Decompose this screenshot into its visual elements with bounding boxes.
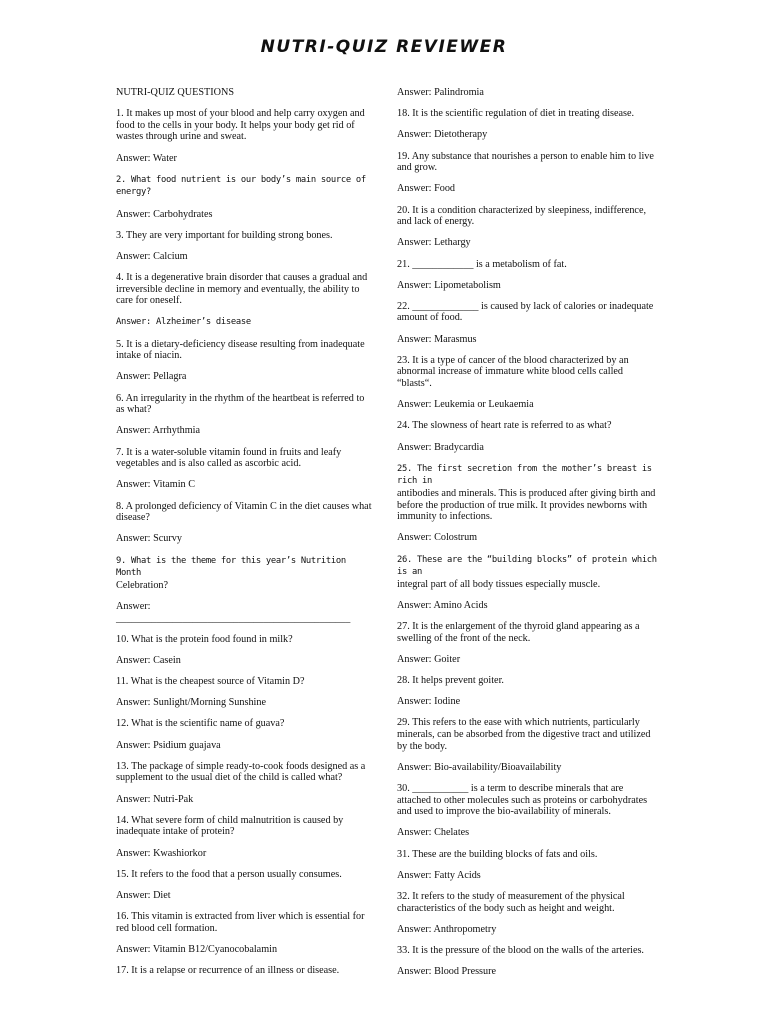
answer-line: [397, 870, 659, 882]
paragraph-text: 10. What is the protein food found in milk?: [116, 633, 293, 645]
answer-line: [116, 533, 374, 545]
paragraph-text: Answer: Chelates: [397, 827, 470, 839]
answer-line: [397, 183, 659, 195]
question-text: [116, 272, 374, 307]
answer-line: [116, 601, 374, 624]
paragraph-text: 16. This vitamin is extracted from liver which is essential for red blood cell formation.: [116, 911, 365, 934]
paragraph-text: 20. It is a condition characterized by sleepiness, indifference, and lack of energy.: [397, 204, 647, 228]
answer-line: [116, 371, 374, 383]
paragraph-text: Answer: Anthropometry: [397, 923, 497, 935]
paragraph-text: Answer: Pellagra: [116, 371, 187, 383]
question-text: [116, 676, 374, 688]
paragraph-continuation: integral part of all body tissues especially muscle.: [397, 578, 601, 590]
question-text: [116, 501, 374, 524]
answer-line: [397, 87, 659, 99]
answer-line: [397, 280, 659, 292]
paragraph-text: Answer: Diet: [116, 889, 171, 901]
paragraph-text: 6. An irregularity in the rhythm of the heartbeat is referred to as what?: [116, 392, 365, 416]
answer-line: [116, 697, 374, 709]
question-text: [397, 259, 659, 271]
answer-line: [397, 334, 659, 346]
paragraph-text: Answer: Carbohydrates: [116, 208, 213, 220]
question-text: [397, 945, 659, 957]
paragraph-text: 19. Any substance that nourishes a person to enable him to live and grow.: [397, 150, 654, 174]
question-text: [397, 621, 659, 644]
answer-line: [116, 655, 374, 667]
paragraph-continuation: antibodies and minerals. This is produced after giving birth and before the production of true milk. It provides newborns with immunity to infections.: [397, 487, 656, 523]
page-title: NUTRI-QUIZ REVIEWER: [260, 37, 508, 57]
paragraph-text: 29. This refers to the ease with which nutrients, particularly minerals, can be absorbed from the digestive tract and utilized by the body.: [397, 717, 651, 752]
paragraph-text: 3. They are very important for building strong bones.: [116, 229, 333, 241]
paragraph-text: 26. These are the “building blocks” of protein which is an: [397, 554, 657, 578]
paragraph-text: Answer: Bio-availability/Bioavailability: [397, 761, 562, 773]
paragraph-text: Answer: Calcium: [116, 250, 188, 262]
question-text: [397, 783, 659, 818]
question-text: [397, 108, 659, 120]
question-text: [116, 555, 374, 592]
question-text: [116, 230, 374, 242]
paragraph-text: 13. The package of simple ready-to-cook foods designed as a supplement to the usual diet of the child is called what?: [116, 760, 366, 784]
paragraph-text: Answer: Nutri-Pak: [116, 793, 194, 805]
paragraph-text: Answer: Casein: [116, 654, 181, 666]
question-text: [116, 869, 374, 881]
question-text: [397, 675, 659, 687]
answer-line: [397, 237, 659, 249]
paragraph-text: NUTRI-QUIZ QUESTIONS: [116, 87, 234, 98]
paragraph-text: 11. What is the cheapest source of Vitamin D?: [116, 676, 305, 688]
question-text: [116, 761, 374, 784]
question-text: [397, 891, 659, 914]
paragraph-text: Answer: Goiter: [397, 653, 461, 665]
paragraph-text: 9. What is the theme for this year’s Nutrition Month: [116, 555, 346, 579]
paragraph-text: Answer: Marasmus: [397, 333, 477, 345]
paragraph-text: Answer: Bradycardia: [397, 441, 484, 453]
paragraph-text: Answer: Scurvy: [116, 533, 182, 545]
answer-line: [397, 966, 659, 978]
answer-line: [116, 425, 374, 437]
paragraph-text: 24. The slowness of heart rate is referred to as what?: [397, 420, 612, 432]
answer-line: [397, 696, 659, 708]
question-text: [397, 301, 659, 324]
answer-line: [397, 654, 659, 666]
question-text: [397, 717, 659, 752]
answer-line: [116, 209, 374, 221]
paragraph-text: Answer: Food: [397, 183, 456, 195]
paragraph-text: Answer: Kwashiorkor: [116, 847, 207, 859]
paragraph-text: 2. What food nutrient is our body’s main source of energy?: [116, 174, 366, 198]
paragraph-text: Answer: Leukemia or Leukaemia: [397, 399, 534, 411]
answer-line: [397, 129, 659, 141]
question-text: [116, 911, 374, 934]
section-heading: [116, 87, 374, 99]
answer-line: [397, 532, 659, 544]
paragraph-text: 17. It is a relapse or recurrence of an illness or disease.: [116, 965, 340, 977]
paragraph-text: 33. It is the pressure of the blood on the walls of the arteries.: [397, 944, 644, 956]
paragraph-text: Answer: Iodine: [397, 696, 461, 708]
answer-line: [116, 479, 374, 491]
answer-line: [116, 848, 374, 860]
paragraph-text: 21. ____________ is a metabolism of fat.: [397, 258, 567, 270]
paragraph-text: Answer: Lipometabolism: [397, 279, 501, 291]
paragraph-text: Answer: ______________________________________________: [116, 600, 351, 624]
question-text: [116, 815, 374, 838]
question-text: [397, 355, 659, 390]
paragraph-text: 27. It is the enlargement of the thyroid gland appearing as a swelling of the front of the neck.: [397, 621, 640, 644]
left-column: [116, 87, 374, 986]
answer-line: [397, 600, 659, 612]
question-text: [397, 849, 659, 861]
answer-line: [397, 924, 659, 936]
paragraph-text: Answer: Palindromia: [397, 87, 484, 98]
paragraph-text: 25. The first secretion from the mother’s breast is rich in: [397, 463, 652, 487]
question-text: [116, 718, 374, 730]
paragraph-text: Answer: Psidium guajava: [116, 739, 221, 751]
paragraph-text: 32. It refers to the study of measurement of the physical characteristics of the body such as height and weight.: [397, 890, 625, 914]
question-text: [397, 205, 659, 228]
answer-line: [397, 442, 659, 454]
question-text: [116, 447, 374, 470]
paragraph-text: 1. It makes up most of your blood and help carry oxygen and food to the cells in your body. It helps your body get rid of wastes through urine and sweat.: [116, 108, 365, 143]
question-text: [116, 339, 374, 362]
paragraph-text: 4. It is a degenerative brain disorder that causes a gradual and irreversible decline in memory and eventually, the ability to care for oneself.: [116, 272, 368, 307]
question-text: [116, 634, 374, 646]
paragraph-continuation: Celebration?: [116, 579, 169, 591]
paragraph-text: Answer: Amino Acids: [397, 599, 488, 611]
question-text: [397, 554, 659, 591]
answer-line: [397, 762, 659, 774]
paragraph-text: Answer: Arrhythmia: [116, 425, 201, 437]
paragraph-text: 8. A prolonged deficiency of Vitamin C in the diet causes what disease?: [116, 500, 372, 524]
paragraph-text: Answer: Water: [116, 152, 177, 164]
paragraph-text: 12. What is the scientific name of guava?: [116, 718, 285, 730]
question-text: [397, 463, 659, 523]
paragraph-text: Answer: Alzheimer’s disease: [116, 317, 251, 328]
paragraph-text: Answer: Sunlight/Morning Sunshine: [116, 697, 266, 709]
answer-line: [116, 153, 374, 165]
paragraph-text: Answer: Vitamin B12/Cyanocobalamin: [116, 943, 278, 955]
question-text: [397, 151, 659, 174]
answer-line: [116, 251, 374, 263]
paragraph-text: 28. It helps prevent goiter.: [397, 675, 504, 687]
paragraph-text: 23. It is a type of cancer of the blood characterized by an abnormal increase of immature white blood cells called “blasts“.: [397, 354, 629, 390]
right-column: [397, 87, 659, 987]
answer-line: [116, 794, 374, 806]
paragraph-text: Answer: Lethargy: [397, 237, 471, 249]
question-text: [397, 420, 659, 432]
question-text: [116, 174, 374, 199]
question-text: [116, 108, 374, 143]
paragraph-text: 7. It is a water-soluble vitamin found in fruits and leafy vegetables and is also called as ascorbic acid.: [116, 446, 342, 470]
paragraph-text: Answer: Dietotherapy: [397, 129, 488, 141]
paragraph-text: Answer: Blood Pressure: [397, 966, 497, 978]
question-text: [116, 393, 374, 416]
paragraph-text: 31. These are the building blocks of fats and oils.: [397, 848, 598, 860]
question-text: [116, 965, 374, 977]
paragraph-text: Answer: Colostrum: [397, 532, 478, 544]
answer-line: [116, 890, 374, 902]
paragraph-text: Answer: Fatty Acids: [397, 869, 481, 881]
answer-line: [397, 399, 659, 411]
answer-line: [397, 827, 659, 839]
answer-line: [116, 740, 374, 752]
paragraph-text: Answer: Vitamin C: [116, 479, 195, 491]
paragraph-text: 22. _____________ is caused by lack of calories or inadequate amount of food.: [397, 300, 654, 324]
paragraph-text: 30. ___________ is a term to describe minerals that are attached to other molecules such as proteins or carbohydrates and used to improve the bio-availability of minerals.: [397, 783, 648, 818]
paragraph-text: 5. It is a dietary-deficiency disease resulting from inadequate intake of niacin.: [116, 338, 365, 362]
answer-line: [116, 944, 374, 956]
paragraph-text: 18. It is the scientific regulation of diet in treating disease.: [397, 108, 635, 120]
paragraph-text: 14. What severe form of child malnutrition is caused by inadequate intake of protein?: [116, 814, 344, 838]
paragraph-text: 15. It refers to the food that a person usually consumes.: [116, 868, 342, 880]
answer-line: [116, 316, 374, 329]
